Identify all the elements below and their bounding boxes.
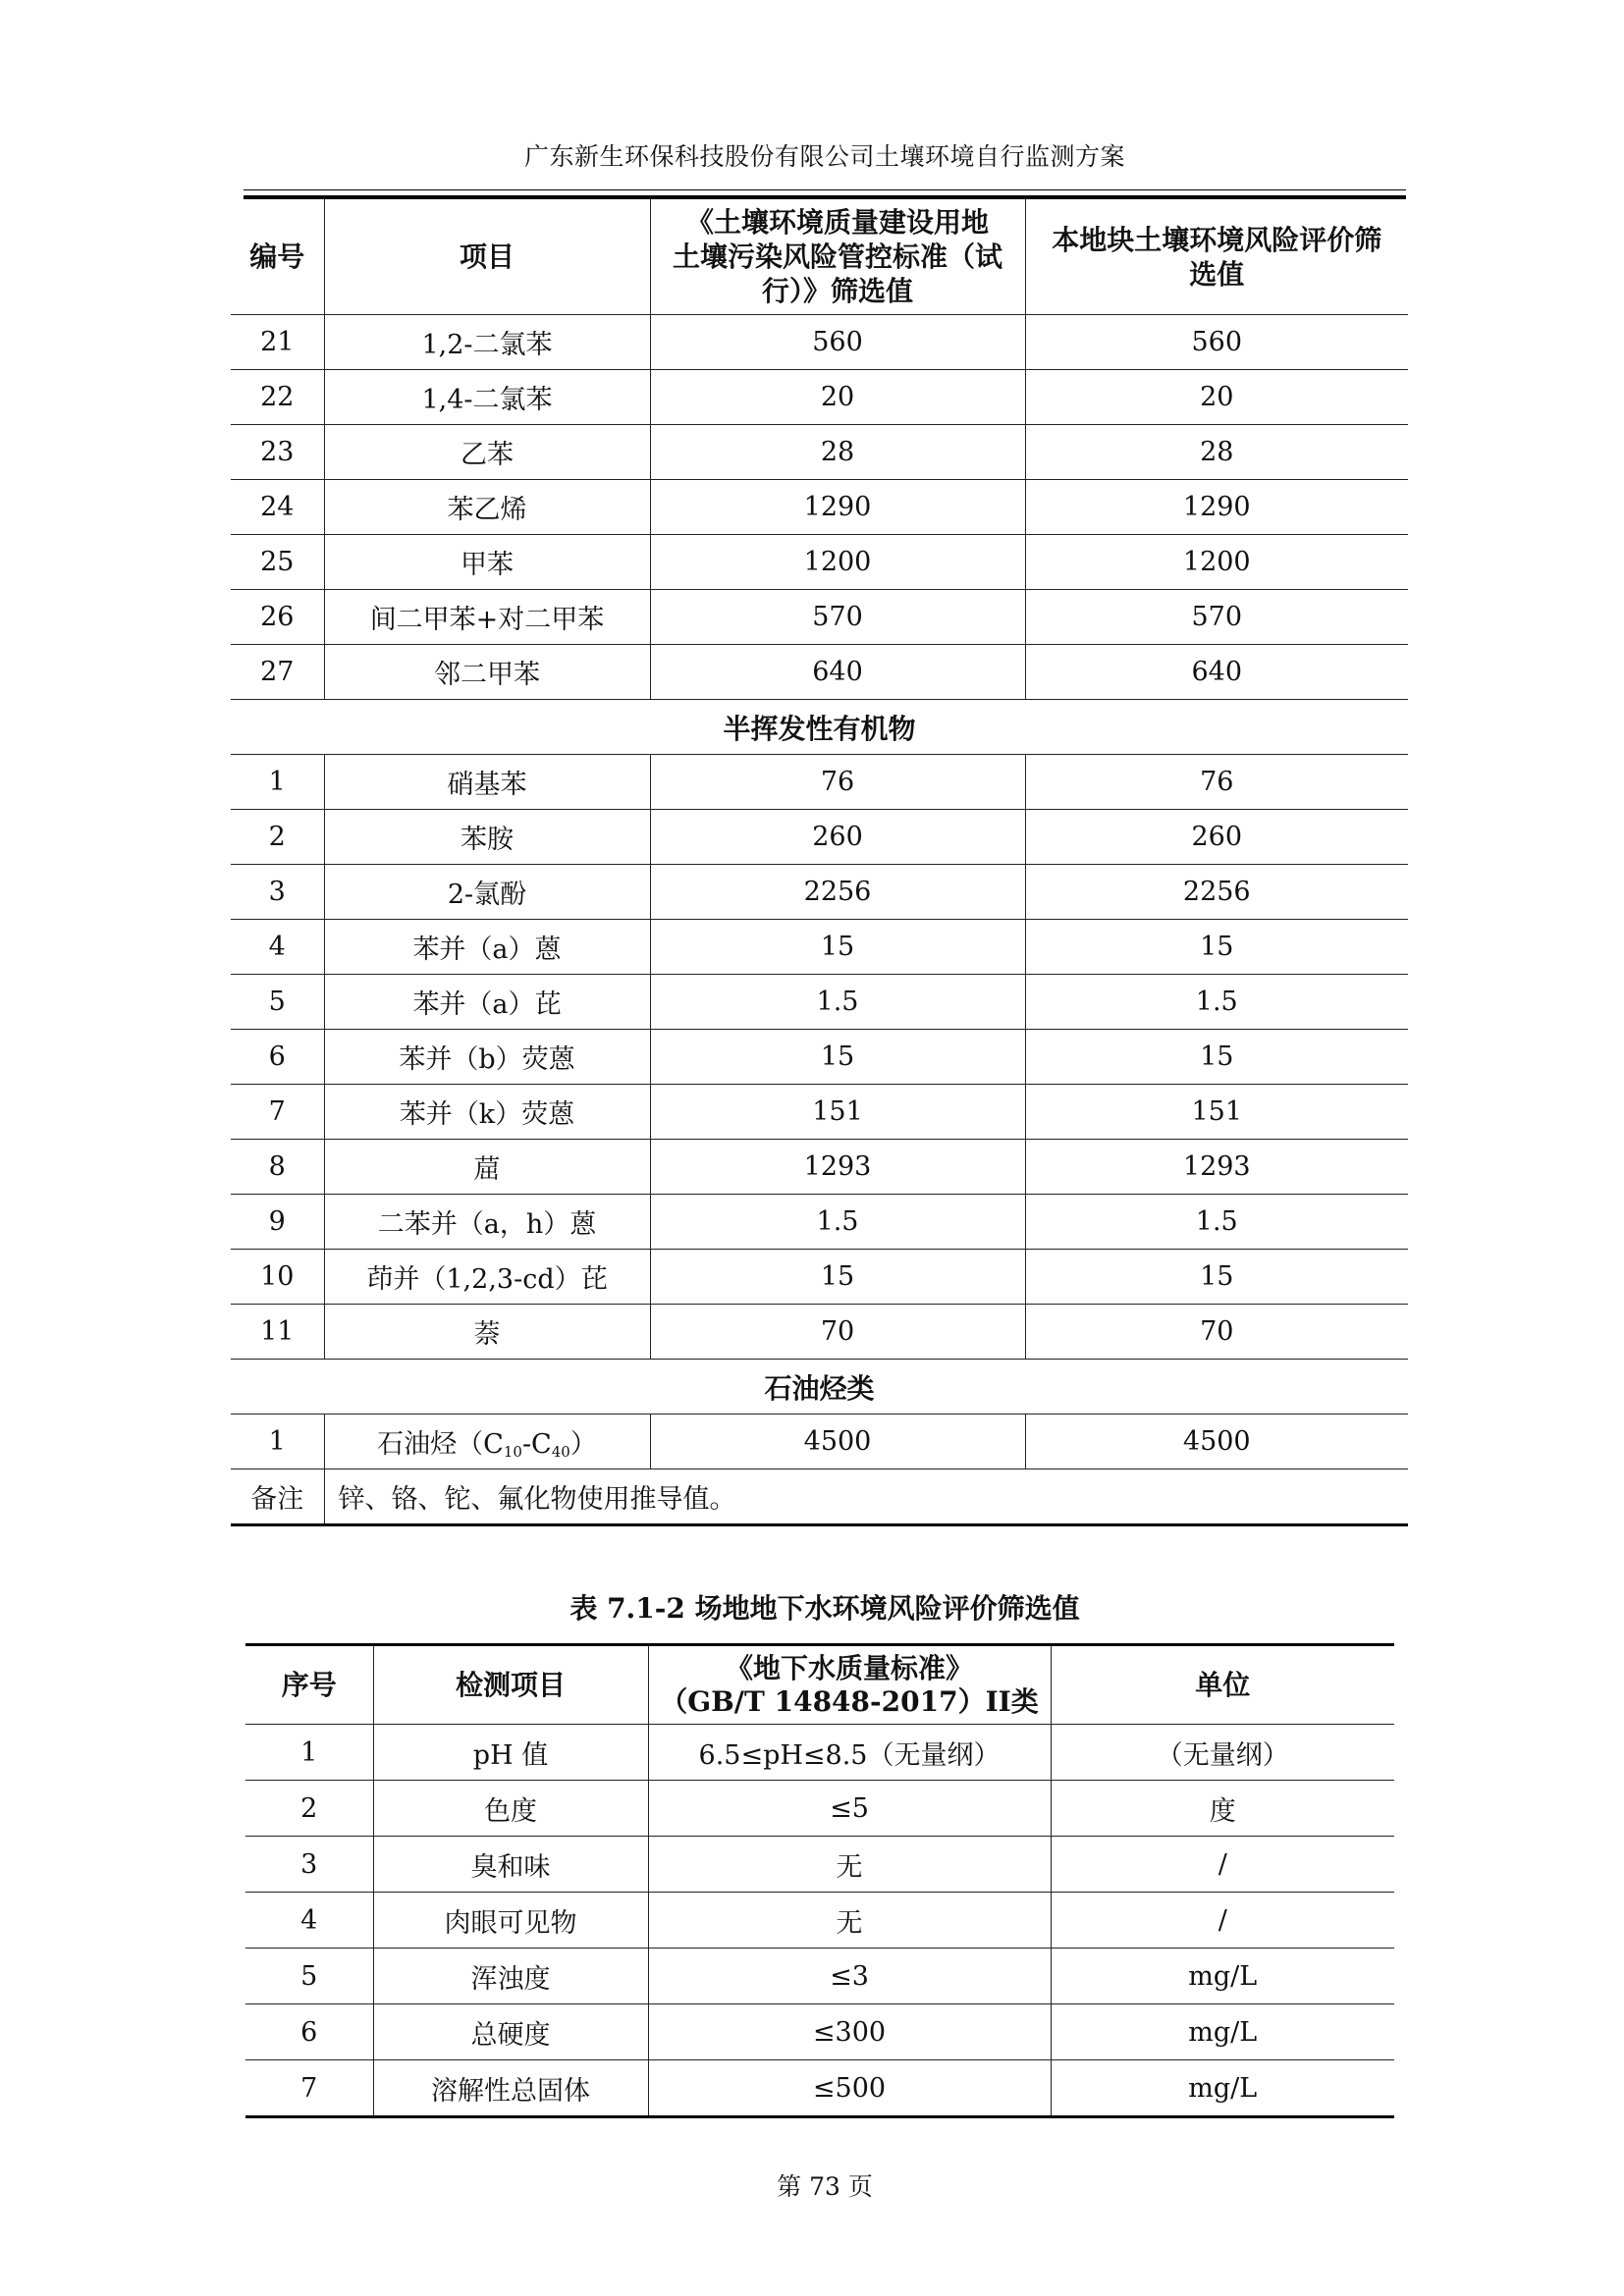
table-row bbox=[245, 2060, 1394, 2117]
cell-item: 二苯并（a，h）蒽 bbox=[324, 1195, 650, 1250]
cell-test-item: 肉眼可见物 bbox=[373, 1893, 648, 1949]
cell-test-item: 色度 bbox=[373, 1781, 648, 1837]
cell-value: 1200 bbox=[650, 535, 1025, 590]
section-row-svoc bbox=[231, 700, 1408, 755]
cell-item: 2-氯酚 bbox=[324, 865, 650, 920]
cell-no: 11 bbox=[231, 1305, 324, 1360]
header-local-standard bbox=[1025, 199, 1408, 315]
cell-value: 15 bbox=[1025, 920, 1408, 975]
header-line: 土壤污染风险管控标准（试 bbox=[672, 240, 1002, 273]
table-row bbox=[231, 920, 1408, 975]
cell-unit: / bbox=[1051, 1837, 1394, 1893]
subscript: 10 bbox=[503, 1443, 522, 1461]
cell-value: 1290 bbox=[1025, 480, 1408, 535]
cell-item: 苯并（a）芘 bbox=[324, 975, 650, 1030]
cell-standard: 6.5≤pH≤8.5（无量纲） bbox=[648, 1725, 1051, 1781]
cell-no: 21 bbox=[231, 315, 324, 370]
table-row bbox=[231, 865, 1408, 920]
table-row bbox=[231, 370, 1408, 425]
cell-value: 2256 bbox=[650, 865, 1025, 920]
cell-value: 151 bbox=[650, 1085, 1025, 1140]
cell-item: 间二甲苯+对二甲苯 bbox=[324, 590, 650, 645]
header-national-standard bbox=[650, 199, 1025, 315]
table-row bbox=[231, 425, 1408, 480]
table-row bbox=[231, 480, 1408, 535]
cell-standard: ≤300 bbox=[648, 2004, 1051, 2060]
cell-item: 苯并（b）荧蒽 bbox=[324, 1030, 650, 1085]
cell-no: 22 bbox=[231, 370, 324, 425]
cell-seq: 3 bbox=[245, 1837, 373, 1893]
header-line: 《地下水质量标准》 bbox=[725, 1651, 973, 1684]
cell-value: 70 bbox=[1025, 1305, 1408, 1360]
cell-value: 2256 bbox=[1025, 865, 1408, 920]
cell-no: 3 bbox=[231, 865, 324, 920]
cell-value: 15 bbox=[1025, 1030, 1408, 1085]
cell-value: 1.5 bbox=[1025, 975, 1408, 1030]
cell-test-item: 浑浊度 bbox=[373, 1949, 648, 2004]
cell-value: 20 bbox=[650, 370, 1025, 425]
cell-value: 1293 bbox=[1025, 1140, 1408, 1195]
cell-value: 15 bbox=[650, 1030, 1025, 1085]
cell-value: 20 bbox=[1025, 370, 1408, 425]
header-no: 编号 bbox=[249, 240, 305, 273]
note-label: 备注 bbox=[231, 1469, 324, 1525]
cell-item: 1,4-二氯苯 bbox=[324, 370, 650, 425]
header-line: 本地块土壤环境风险评价筛 bbox=[1052, 223, 1382, 256]
header-line: 《土壤环境质量建设用地 bbox=[685, 206, 989, 239]
table-row bbox=[231, 1305, 1408, 1360]
cell-value: 560 bbox=[1025, 315, 1408, 370]
cell-value: 1.5 bbox=[650, 975, 1025, 1030]
page-number: 第 73 页 bbox=[777, 2172, 873, 2201]
cell-seq: 4 bbox=[245, 1893, 373, 1949]
cell-test-item: 溶解性总固体 bbox=[373, 2060, 648, 2117]
page-header: 广东新生环保科技股份有限公司土壤环境自行监测方案 bbox=[523, 142, 1125, 171]
header-standard bbox=[648, 1645, 1051, 1725]
table-row bbox=[231, 1085, 1408, 1140]
cell-item: 硝基苯 bbox=[324, 755, 650, 810]
cell-value: 260 bbox=[1025, 810, 1408, 865]
table-row bbox=[245, 1949, 1394, 2004]
cell-item: 苯并（a）蒽 bbox=[324, 920, 650, 975]
cell-no: 1 bbox=[231, 755, 324, 810]
section-title: 半挥发性有机物 bbox=[231, 700, 1408, 755]
cell-unit: mg/L bbox=[1051, 1949, 1394, 2004]
cell-value: 570 bbox=[650, 590, 1025, 645]
cell-no: 24 bbox=[231, 480, 324, 535]
cell-value: 76 bbox=[1025, 755, 1408, 810]
table-row bbox=[245, 1837, 1394, 1893]
header-line: （GB/T 14848-2017）II类 bbox=[660, 1684, 1039, 1718]
cell-value: 70 bbox=[650, 1305, 1025, 1360]
cell-no: 10 bbox=[231, 1250, 324, 1305]
table-row bbox=[231, 755, 1408, 810]
table-row bbox=[231, 1030, 1408, 1085]
cell-standard: 无 bbox=[648, 1837, 1051, 1893]
table-row bbox=[245, 1725, 1394, 1781]
cell-value: 4500 bbox=[1025, 1415, 1408, 1469]
table-row bbox=[231, 1195, 1408, 1250]
cell-item: 甲苯 bbox=[324, 535, 650, 590]
cell-item: 苯胺 bbox=[324, 810, 650, 865]
cell-value: 1293 bbox=[650, 1140, 1025, 1195]
cell-no: 2 bbox=[231, 810, 324, 865]
cell-item: 䓛 bbox=[324, 1140, 650, 1195]
cell-value: 570 bbox=[1025, 590, 1408, 645]
table-row bbox=[231, 975, 1408, 1030]
cell-value: 1200 bbox=[1025, 535, 1408, 590]
item-prefix: 石油烃（C bbox=[377, 1429, 504, 1460]
cell-standard: 无 bbox=[648, 1893, 1051, 1949]
table-row bbox=[231, 1250, 1408, 1305]
table-row bbox=[231, 645, 1408, 700]
cell-item: 萘 bbox=[324, 1305, 650, 1360]
note-row bbox=[231, 1469, 1408, 1525]
cell-test-item: pH 值 bbox=[373, 1725, 648, 1781]
cell-unit: （无量纲） bbox=[1051, 1725, 1394, 1781]
table-row bbox=[231, 315, 1408, 370]
cell-value: 15 bbox=[650, 1250, 1025, 1305]
header-unit: 单位 bbox=[1051, 1645, 1394, 1725]
table-row bbox=[231, 590, 1408, 645]
table-row bbox=[231, 810, 1408, 865]
cell-value: 151 bbox=[1025, 1085, 1408, 1140]
cell-item bbox=[324, 1415, 650, 1469]
cell-no: 1 bbox=[231, 1415, 324, 1469]
cell-no: 4 bbox=[231, 920, 324, 975]
cell-seq: 2 bbox=[245, 1781, 373, 1837]
cell-value: 28 bbox=[650, 425, 1025, 480]
cell-value: 4500 bbox=[650, 1415, 1025, 1469]
note-text: 锌、铬、铊、氟化物使用推导值。 bbox=[324, 1469, 1408, 1525]
table-row bbox=[245, 2004, 1394, 2060]
cell-value: 1290 bbox=[650, 480, 1025, 535]
cell-standard: ≤500 bbox=[648, 2060, 1051, 2117]
cell-item: 乙苯 bbox=[324, 425, 650, 480]
cell-no: 8 bbox=[231, 1140, 324, 1195]
cell-seq: 1 bbox=[245, 1725, 373, 1781]
header-rule bbox=[244, 189, 1406, 190]
header-line: 行）》筛选值 bbox=[761, 275, 913, 307]
cell-unit: mg/L bbox=[1051, 2060, 1394, 2117]
cell-unit: mg/L bbox=[1051, 2004, 1394, 2060]
cell-test-item: 总硬度 bbox=[373, 2004, 648, 2060]
cell-no: 23 bbox=[231, 425, 324, 480]
item-suffix: ） bbox=[569, 1429, 597, 1460]
subscript: 40 bbox=[551, 1443, 570, 1461]
cell-value: 76 bbox=[650, 755, 1025, 810]
cell-item: 1,2-二氯苯 bbox=[324, 315, 650, 370]
cell-item: 苯乙烯 bbox=[324, 480, 650, 535]
table-row bbox=[231, 1415, 1408, 1469]
cell-no: 7 bbox=[231, 1085, 324, 1140]
cell-value: 640 bbox=[1025, 645, 1408, 700]
header-seq: 序号 bbox=[281, 1668, 337, 1701]
item-dash: -C bbox=[521, 1429, 552, 1460]
cell-value: 1.5 bbox=[1025, 1195, 1408, 1250]
header-item: 项目 bbox=[324, 199, 650, 315]
cell-value: 1.5 bbox=[650, 1195, 1025, 1250]
cell-seq: 5 bbox=[245, 1949, 373, 2004]
cell-value: 640 bbox=[650, 645, 1025, 700]
table-header-row bbox=[231, 199, 1408, 315]
cell-unit: / bbox=[1051, 1893, 1394, 1949]
section-row-petroleum bbox=[231, 1360, 1408, 1415]
cell-item: 苯并（k）荧蒽 bbox=[324, 1085, 650, 1140]
cell-standard: ≤3 bbox=[648, 1949, 1051, 2004]
header-line: 选值 bbox=[1189, 257, 1245, 291]
cell-item: 茚并（1,2,3-cd）芘 bbox=[324, 1250, 650, 1305]
cell-value: 15 bbox=[650, 920, 1025, 975]
table-row bbox=[231, 535, 1408, 590]
cell-no: 9 bbox=[231, 1195, 324, 1250]
cell-no: 27 bbox=[231, 645, 324, 700]
cell-value: 560 bbox=[650, 315, 1025, 370]
table-row bbox=[231, 1140, 1408, 1195]
cell-value: 28 bbox=[1025, 425, 1408, 480]
table-header-row bbox=[245, 1645, 1394, 1725]
groundwater-screening-table bbox=[245, 1643, 1394, 2118]
cell-unit: 度 bbox=[1051, 1781, 1394, 1837]
cell-no: 26 bbox=[231, 590, 324, 645]
table-caption: 表 7.1-2 场地地下水环境风险评价筛选值 bbox=[569, 1592, 1080, 1625]
soil-screening-table bbox=[231, 199, 1408, 1526]
cell-seq: 6 bbox=[245, 2004, 373, 2060]
cell-value: 260 bbox=[650, 810, 1025, 865]
cell-no: 25 bbox=[231, 535, 324, 590]
cell-standard: ≤5 bbox=[648, 1781, 1051, 1837]
cell-seq: 7 bbox=[245, 2060, 373, 2117]
table-row bbox=[245, 1893, 1394, 1949]
cell-no: 5 bbox=[231, 975, 324, 1030]
section-title: 石油烃类 bbox=[231, 1360, 1408, 1415]
header-test-item: 检测项目 bbox=[373, 1645, 648, 1725]
table-row bbox=[245, 1781, 1394, 1837]
cell-test-item: 臭和味 bbox=[373, 1837, 648, 1893]
cell-item: 邻二甲苯 bbox=[324, 645, 650, 700]
cell-value: 15 bbox=[1025, 1250, 1408, 1305]
cell-no: 6 bbox=[231, 1030, 324, 1085]
